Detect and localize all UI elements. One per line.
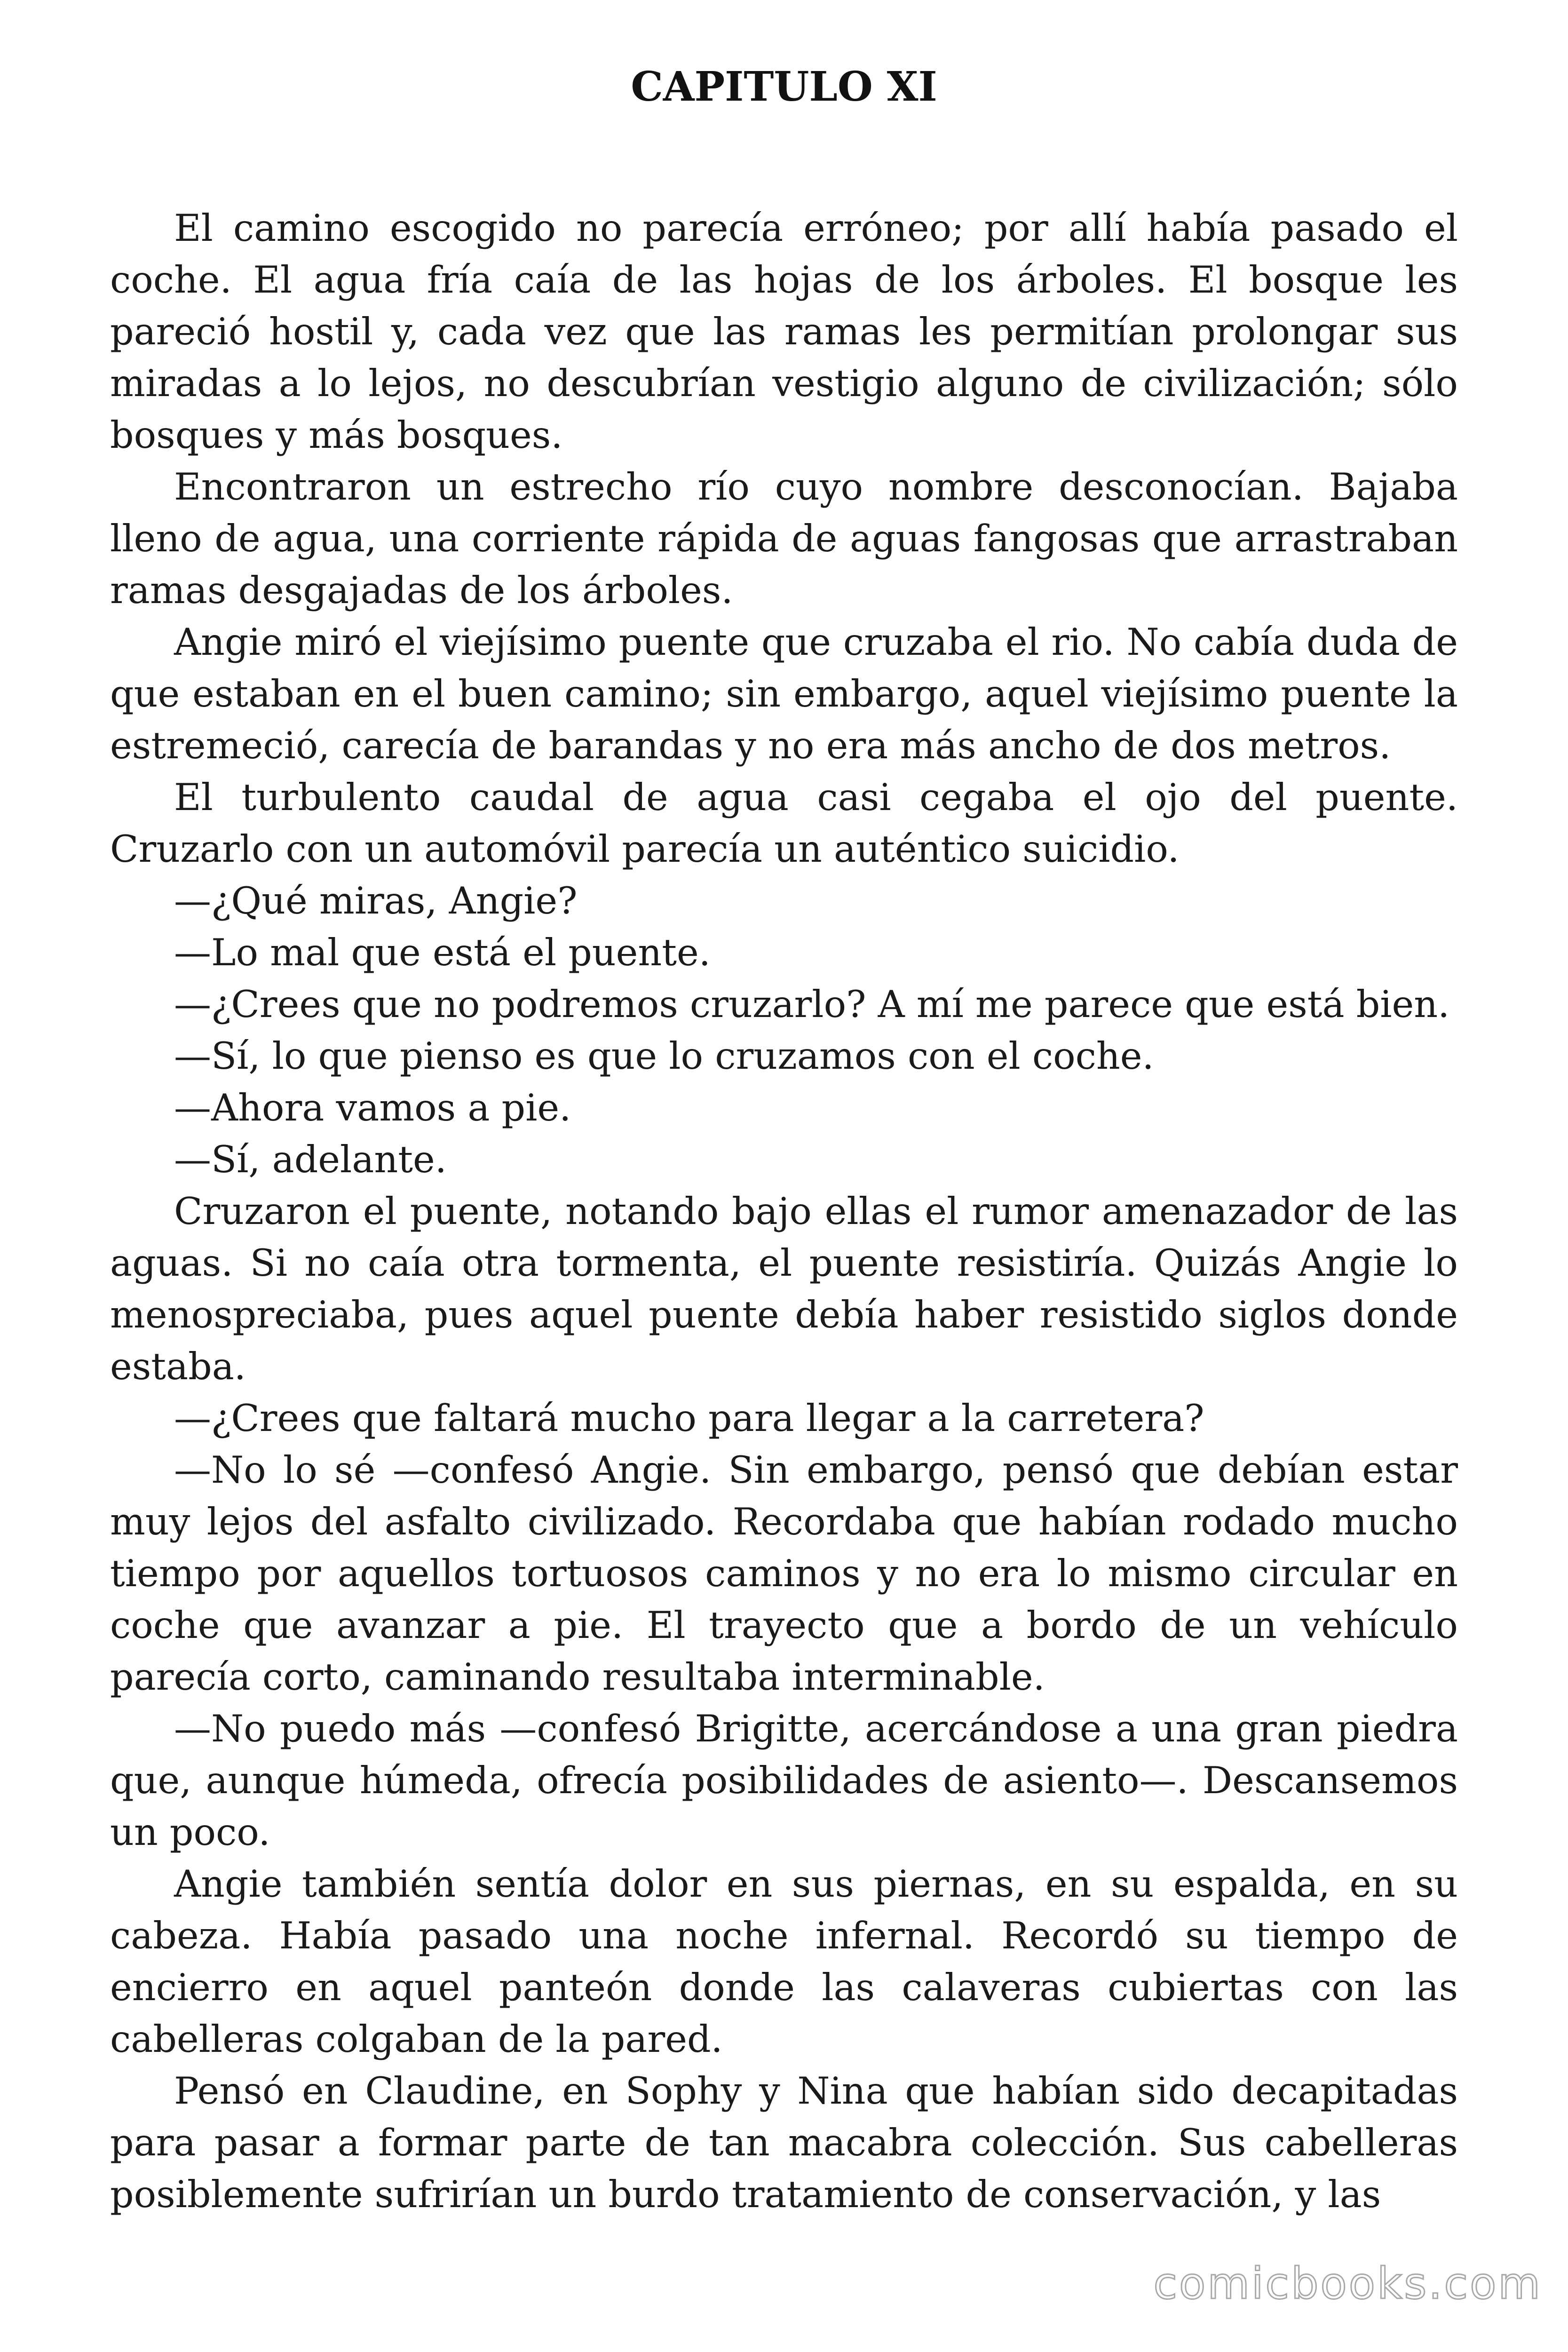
dialogue-line: —¿Qué miras, Angie?: [174, 879, 578, 922]
paragraph: Encontraron un estrecho río cuyo nombre desconocían. Bajaba lleno de agua, una corriente rápida de aguas fangosas que arrastraban ramas desgajadas de los árboles.: [110, 465, 1458, 612]
dialogue-line: —Lo mal que está el puente.: [174, 931, 711, 974]
paragraph: Cruzaron el puente, notando bajo ellas el rumor amenazador de las aguas. Si no caía otra tormenta, el puente resistiría. Quizás Angie lo menospreciaba, pues aquel puente debía haber resistido siglos donde estaba.: [110, 1190, 1458, 1388]
paragraph: Angie también sentía dolor en sus piernas, en su espalda, en su cabeza. Había pasado una noche infernal. Recordó su tiempo de encierro en aquel panteón donde las calaveras cubiertas con las cabelleras colgaban de la pared.: [110, 1862, 1458, 2061]
dialogue-line: —No lo sé —confesó Angie. Sin embargo, pensó que debían estar muy lejos del asfalto civilizado. Recordaba que habían rodado mucho tiempo por aquellos tortuosos caminos y no era lo mismo circular en coche que avanzar a pie. El trayecto que a bordo de un vehículo parecía corto, caminando resultaba interminable.: [110, 1448, 1458, 1699]
paragraph: Angie miró el viejísimo puente que cruzaba el rio. No cabía duda de que estaban en el buen camino; sin embargo, aquel viejísimo puente la estremeció, carecía de barandas y no era más ancho de dos metros.: [110, 620, 1458, 767]
dialogue-line: —Sí, lo que pienso es que lo cruzamos con el coche.: [174, 1034, 1154, 1078]
dialogue-line: —¿Crees que faltará mucho para llegar a la carretera?: [174, 1397, 1204, 1440]
dialogue-line: —¿Crees que no podremos cruzarlo? A mí me parece que está bien.: [174, 983, 1450, 1026]
dialogue-line: —Ahora vamos a pie.: [174, 1086, 571, 1129]
chapter-body: [110, 202, 1458, 2220]
dialogue-line: —Sí, adelante.: [174, 1138, 447, 1181]
paragraph: El turbulento caudal de agua casi cegaba el ojo del puente. Cruzarlo con un automóvil parecía un auténtico suicidio.: [110, 776, 1458, 871]
paragraph: El camino escogido no parecía erróneo; por allí había pasado el coche. El agua fría caía de las hojas de los árboles. El bosque les pareció hostil y, cada vez que las ramas les permitían prolongar sus miradas a lo lejos, no descubrían vestigio alguno de civilización; sólo bosques y más bosques.: [110, 207, 1458, 457]
paragraph: Pensó en Claudine, en Sophy y Nina que habían sido decapitadas para pasar a formar parte de tan macabra colección. Sus cabelleras posiblemente sufrirían un burdo tratamiento de conservación, y las: [110, 2069, 1458, 2216]
chapter-title: CAPITULO XI: [631, 63, 937, 111]
dialogue-line: —No puedo más —confesó Brigitte, acercándose a una gran piedra que, aunque húmeda, ofrecía posibilidades de asiento—. Descansemos un poco.: [110, 1707, 1458, 1854]
watermark-text: comicbooks.com: [1153, 2258, 1542, 2309]
